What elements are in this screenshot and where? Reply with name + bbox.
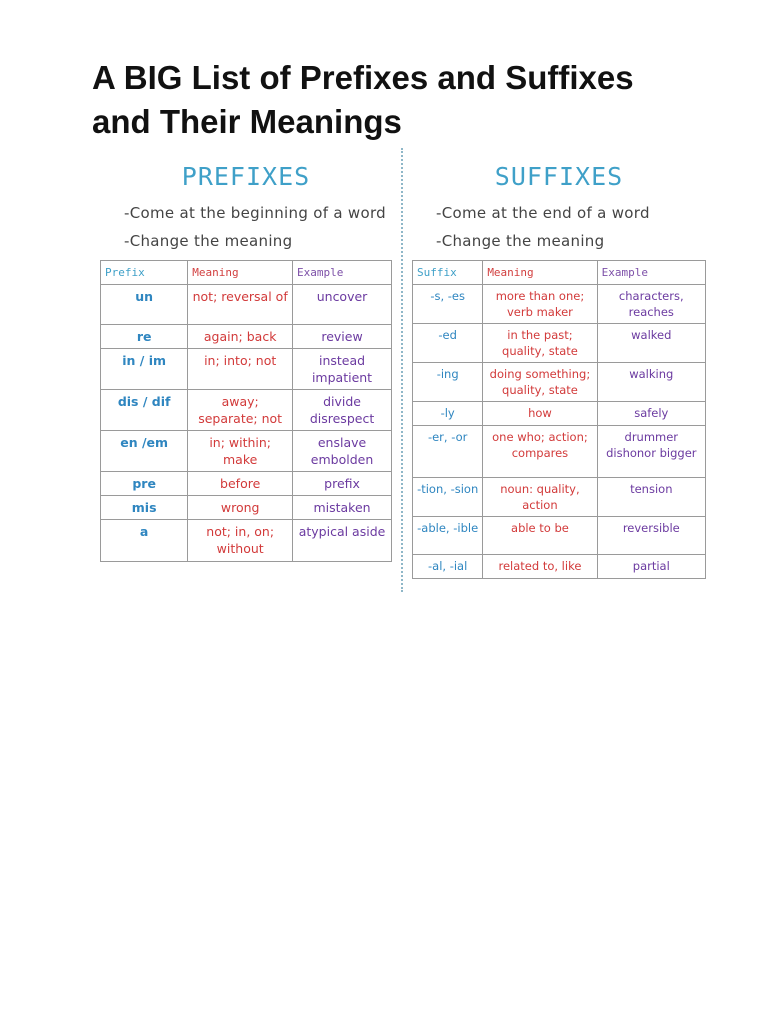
table-row [413, 478, 706, 517]
column-header-prefix: Prefix [101, 261, 188, 285]
meaning-cell: again; back [188, 325, 293, 349]
example-cell: instead impatient [293, 349, 392, 390]
meaning-cell: before [188, 472, 293, 496]
suffix-cell: -ed [413, 324, 483, 363]
meaning-cell: one who; action; compares [483, 426, 597, 478]
table-row [413, 517, 706, 555]
prefix-cell: re [101, 325, 188, 349]
table-row [101, 285, 392, 325]
prefixes-table [100, 260, 392, 562]
table-row [101, 496, 392, 520]
suffixes-note: -Change the meaning [436, 232, 605, 250]
prefix-cell: mis [101, 496, 188, 520]
panel-divider [401, 148, 403, 592]
table-row [101, 520, 392, 562]
meaning-cell: in; within; make [188, 431, 293, 472]
table-header-row [413, 261, 706, 285]
table-row [101, 472, 392, 496]
suffixes-note: -Come at the end of a word [436, 204, 650, 222]
example-cell: tension [597, 478, 705, 517]
table-row [101, 349, 392, 390]
example-cell: divide disrespect [293, 390, 392, 431]
column-header-example: Example [597, 261, 705, 285]
example-cell: atypical aside [293, 520, 392, 562]
table-row [413, 555, 706, 579]
column-header-example: Example [293, 261, 392, 285]
column-header-meaning: Meaning [483, 261, 597, 285]
table-row [413, 402, 706, 426]
example-cell: walked [597, 324, 705, 363]
prefix-cell: un [101, 285, 188, 325]
example-cell: safely [597, 402, 705, 426]
meaning-cell: wrong [188, 496, 293, 520]
example-cell: characters, reaches [597, 285, 705, 324]
page-title: A BIG List of Prefixes and Suffixes and Their Meanings [92, 59, 634, 140]
prefix-cell: in / im [101, 349, 188, 390]
table-row [413, 426, 706, 478]
table-row [413, 363, 706, 402]
table-row [101, 325, 392, 349]
suffix-cell: -al, -ial [413, 555, 483, 579]
table-row [101, 390, 392, 431]
prefix-cell: a [101, 520, 188, 562]
column-header-meaning: Meaning [188, 261, 293, 285]
prefixes-note: -Change the meaning [124, 232, 293, 250]
suffix-cell: -er, -or [413, 426, 483, 478]
example-cell: review [293, 325, 392, 349]
prefix-cell: en /em [101, 431, 188, 472]
meaning-cell: in; into; not [188, 349, 293, 390]
meaning-cell: not; in, on; without [188, 520, 293, 562]
meaning-cell: away; separate; not [188, 390, 293, 431]
meaning-cell: noun: quality, action [483, 478, 597, 517]
column-header-suffix: Suffix [413, 261, 483, 285]
meaning-cell: doing something; quality, state [483, 363, 597, 402]
suffixes-heading: SUFFIXES [494, 162, 624, 191]
suffix-cell: -able, -ible [413, 517, 483, 555]
meaning-cell: more than one; verb maker [483, 285, 597, 324]
meaning-cell: able to be [483, 517, 597, 555]
suffix-cell: -tion, -sion [413, 478, 483, 517]
example-cell: reversible [597, 517, 705, 555]
meaning-cell: how [483, 402, 597, 426]
table-header-row [101, 261, 392, 285]
example-cell: mistaken [293, 496, 392, 520]
meaning-cell: in the past; quality, state [483, 324, 597, 363]
example-cell: uncover [293, 285, 392, 325]
prefix-suffix-chart [96, 148, 712, 592]
meaning-cell: related to, like [483, 555, 597, 579]
example-cell: enslave embolden [293, 431, 392, 472]
table-row [101, 431, 392, 472]
prefixes-note: -Come at the beginning of a word [124, 204, 386, 222]
prefix-cell: pre [101, 472, 188, 496]
example-cell: drummer dishonor bigger [597, 426, 705, 478]
prefixes-heading: PREFIXES [181, 162, 311, 191]
suffix-cell: -ly [413, 402, 483, 426]
table-row [413, 324, 706, 363]
meaning-cell: not; reversal of [188, 285, 293, 325]
example-cell: prefix [293, 472, 392, 496]
suffix-cell: -s, -es [413, 285, 483, 324]
example-cell: partial [597, 555, 705, 579]
suffix-cell: -ing [413, 363, 483, 402]
suffixes-table [412, 260, 706, 579]
table-row [413, 285, 706, 324]
example-cell: walking [597, 363, 705, 402]
prefix-cell: dis / dif [101, 390, 188, 431]
